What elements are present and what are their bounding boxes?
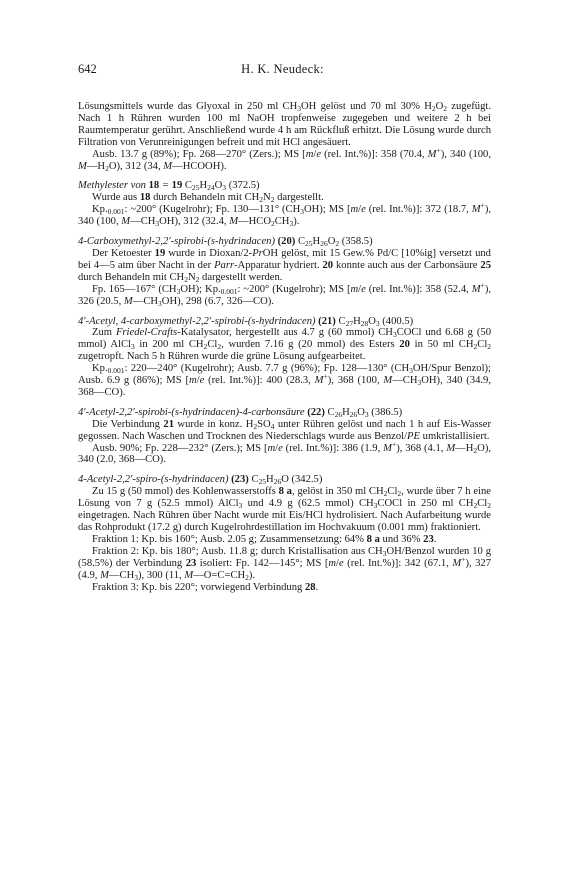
body-paragraph: $Kp._{0.001}$: ~200° (Kugelrohr); Fp. 130—131° $(CH_3OH)$; MS [m/e (rel. Int.%)]: 372 (18.7, M+), 340 (100, $M—CH_3OH$), 312 (32.4, $M—HCO_2CH_3$).: [78, 200, 491, 229]
body-paragraph: Zu 15 g (50 mmol) des Kohlenwasserstoffs 8 a, gelöst in 350 ml $CH_2Cl_2$, wurde über 7 h eine Lösung von 7 g (52.5 mmol) AlCl$_3$ und 4.9 g (62.5 mmol) $CH_3COCl$ in 250 ml $CH_2Cl_2$ eingetragen. Nach Rühren über Nacht wurde mit Eis/HCl hydrolisiert. Nach Aufarbeitung wurde das Rohprodukt (17.2 g) durch Kugelrohrdestillation im Hochvakuum (0.001 mm) fraktioniert.: [78, 486, 491, 533]
body-paragraph: Ausb. 13.7 g (89%); Fp. 268—270° (Zers.); MS [m/e (rel. Int.%)]: 358 (70.4, M+), 340 (100, $M—H_2O$), 312 (34, M—HCOOH).: [78, 145, 492, 173]
compound-heading: 4-Carboxymethyl-2,2′-spirobi-(s-hydrindacen) (20) $C_{25}H_{26}O_2$ (358.5): [78, 236, 373, 249]
body-paragraph: Fp. 165—167° $(CH_3OH)$; $Kp._{0.001}$: ~200° (Kugelrohr); MS [m/e (rel. Int.%)]: 358 (52.4, M+), 326 (20.5, $M—CH_3OH$), 298 (6.7, 326—CO).: [78, 280, 491, 308]
body-paragraph: Ausb. 90%; Fp. 228—232° (Zers.); MS [m/e (rel. Int.%)]: 386 (1.9, M+), 368 (4.1, $M—H_2O$), 340 (2.0, 368—CO).: [78, 439, 491, 466]
compound-heading: 4′-Acetyl-2,2′-spirobi-(s-hydrindacen)-4-carbonsäure (22) $C_{26}H_{26}O_3$ (386.5): [78, 406, 403, 419]
running-head-author: H. K. Neudeck:: [241, 62, 324, 76]
body-paragraph: Lösungsmittels wurde das Glyoxal in 250 ml $CH_3OH$ gelöst und 70 ml 30% $H_2O_2$ zugefügt. Nach 1 h Rühren wurden 100 ml NaOH tropfenweise zugegeben und weitere 2 h bei Raumtemperatur gerührt. Anschließend wurde 4 h am Rückfluß erhitzt. Die Lösung wurde durch Filtration von Verunreinigungen befreit und mit HCl angesäuert.: [78, 101, 491, 148]
body-paragraph: Fraktion 1: Kp. bis 160°; Ausb. 2.05 g; Zusammensetzung: 64% 8 a und 36% 23.: [92, 533, 437, 545]
body-paragraph: Zum Friedel-Crafts-Katalysator, hergestellt aus 4.7 g (60 mmol) $CH_3COCl$ und 6.68 g (50 mmol) AlCl$_3$ in 200 ml $CH_2Cl_2$, wurden 7.16 g (20 mmol) des Esters 20 in 50 ml $CH_2Cl_2$ zugetropft. Nach 5 h Rühren wurde die grüne Lösung aufgearbeitet.: [78, 327, 492, 363]
page-header: [78, 62, 487, 78]
page-number: 642: [78, 62, 97, 76]
compound-heading: 4-Acetyl-2,2′-spiro-(s-hydrindacen) (23) $C_{25}H_{26}O$ (342.5): [78, 474, 323, 487]
body-paragraph: Fraktion 3: Kp. bis 220°; vorwiegend Verbindung 28.: [92, 581, 319, 593]
body-paragraph: Der Ketoester 19 wurde in Dioxan/2-PrOH gelöst, mit 15 Gew.% Pd/C [10%ig] versetzt und bei 4—5 atm über Nacht in der Parr-Apparatur hydriert. 20 konnte auch aus der Carbonsäure 25 durch Behandeln mit $CH_2N_2$ dargestellt werden.: [78, 247, 491, 284]
body-paragraph: $Kp._{0.001}$: 220—240° (Kugelrohr); Ausb. 7.7 g (96%); Fp. 128—130° ($CH_3OH$/Spur Benzol); Ausb. 6.9 g (86%); MS [m/e (rel. Int.%)]: 400 (28.3, M+), 368 (100, $M—CH_3OH$), 340 (34.9, 368—CO).: [78, 363, 491, 398]
body-paragraph: Die Verbindung 21 wurde in konz. $H_2SO_4$ unter Rühren gelöst und nach 1 h auf Eis-Wasser gegossen. Nach Waschen und Trocknen des Niederschlags wurde aus Benzol/PE umkristallisiert.: [78, 418, 491, 442]
body-paragraph: Wurde aus 18 durch Behandeln mit $CH_2N_2$ dargestellt.: [92, 192, 324, 205]
compound-heading: 4′-Acetyl, 4-carboxymethyl-2,2′-spirobi-(s-hydrindacen) (21) $C_{27}H_{28}O_3$ (400.5): [78, 315, 414, 328]
body-paragraph: Fraktion 2: Kp. bis 180°; Ausb. 11.8 g; durch Kristallisation aus $CH_3OH$/Benzol wurden 10 g (58.5%) der Verbindung 23 isoliert: Fp. 142—145°; MS [m/e (rel. Int.%)]: 342 (67.1, M+), 327 (4.9, $M—CH_3$), 300 (11, $M—O=C=CH_2$).: [78, 545, 492, 582]
article-body: [78, 101, 491, 593]
compound-heading: Methylester von 18 = 19 $C_{25}H_{24}O_3$ (372.5): [78, 180, 260, 193]
